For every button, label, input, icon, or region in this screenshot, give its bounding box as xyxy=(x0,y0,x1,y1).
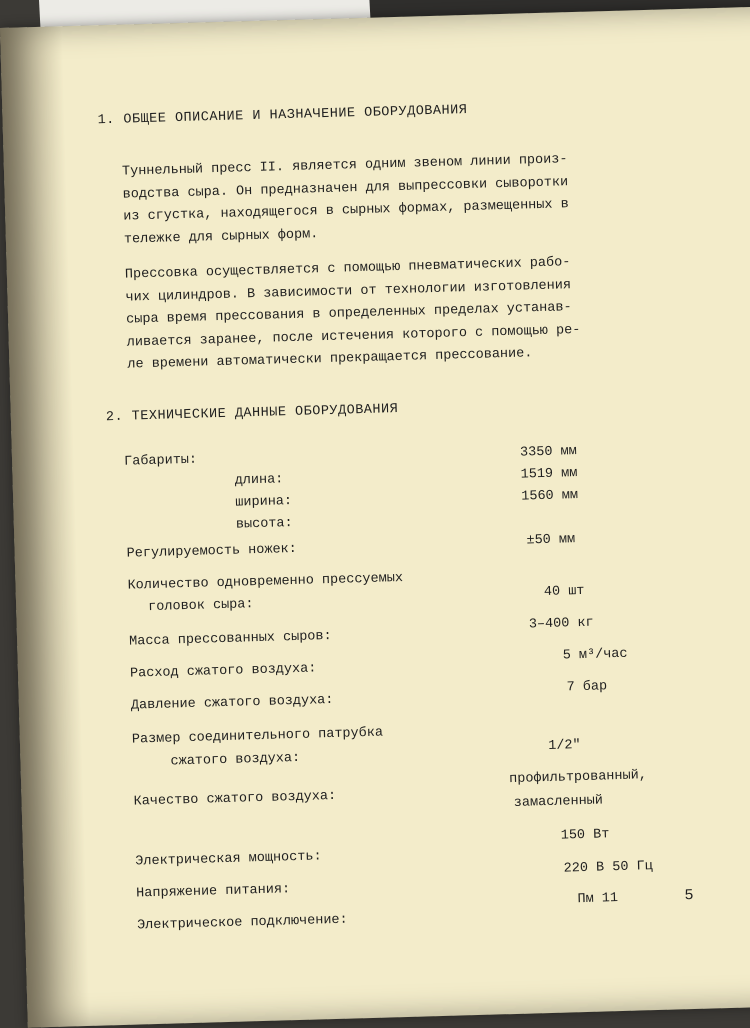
text-line: тележке для сырных форм. xyxy=(123,226,319,248)
section1-paragraph-1 xyxy=(122,148,624,252)
air-pressure-value: 7 бар xyxy=(566,679,608,696)
pipe-label-line-2: сжатого воздуха: xyxy=(170,750,301,770)
text-line: сыра время прессования в определенных пределах устанав- xyxy=(125,300,572,328)
connection-value: Пм 11 xyxy=(577,891,619,908)
connection-label: Электрическое подключение: xyxy=(136,912,348,934)
section2-heading: 2. ТЕХНИЧЕСКИЕ ДАННЫЕ ОБОРУДОВАНИЯ xyxy=(105,402,399,426)
dimensions-label: Габариты: xyxy=(123,452,198,470)
plus-minus-sign: ± xyxy=(526,533,535,549)
text-line: Туннельный пресс II. является одним звеном линии произ- xyxy=(121,152,568,180)
air-quality-value-line-1: профильтрованный, xyxy=(508,768,648,788)
section1-paragraph-2 xyxy=(125,251,628,377)
height-value: 1560 мм xyxy=(521,488,579,505)
text-line: ле времени автоматически прекращается прессование. xyxy=(127,346,533,373)
legs-value xyxy=(526,532,575,548)
document-page xyxy=(0,6,750,1027)
air-quality-value-line-2: замасленный xyxy=(513,793,604,811)
heads-label-line-1: Количество одновременно прессуемых xyxy=(127,570,404,594)
section1-heading: 1. ОБЩЕЕ ОПИСАНИЕ И НАЗНАЧЕНИЕ ОБОРУДОВАНИЯ xyxy=(97,102,468,129)
text-line: из сгустка, находящегося в сырных формах, размещенных в xyxy=(123,197,569,225)
page-number: 5 xyxy=(684,886,694,905)
text-line: Прессовка осуществляется с помощью пневматических рабо- xyxy=(124,255,571,283)
height-label: высота: xyxy=(235,516,293,533)
pipe-label-line-1: Размер соединительного патрубка xyxy=(131,725,384,748)
legs-value-number: 50 мм xyxy=(534,532,576,549)
air-pressure-label: Давление сжатого воздуха: xyxy=(130,692,334,714)
power-value: 150 Вт xyxy=(560,827,610,844)
voltage-label: Напряжение питания: xyxy=(136,882,291,902)
width-value: 1519 мм xyxy=(520,466,578,483)
power-label: Электрическая мощность: xyxy=(135,849,322,870)
air-flow-label: Расход сжатого воздуха: xyxy=(129,661,317,682)
legs-label: Регулируемость ножек: xyxy=(126,541,298,562)
air-flow-value: 5 м³/час xyxy=(562,646,628,664)
mass-label: Масса прессованных сыров: xyxy=(128,628,332,650)
length-label: длина: xyxy=(234,472,284,489)
page-binding-shadow xyxy=(0,26,90,1027)
length-value: 3350 мм xyxy=(519,444,577,461)
text-line: чих цилиндров. В зависимости от технологии изготовления xyxy=(125,277,572,306)
air-quality-label: Качество сжатого воздуха: xyxy=(133,788,337,810)
text-line: ливается заранее, после истечения которого с помощью ре- xyxy=(126,322,581,351)
mass-value: 3–400 кг xyxy=(528,615,594,633)
voltage-value: 220 В 50 Гц xyxy=(563,859,654,877)
text-line: водства сыра. Он предназначен для выпрессовки сыворотки xyxy=(122,174,569,203)
pipe-value: 1/2" xyxy=(548,738,581,754)
width-label: ширина: xyxy=(235,494,293,511)
heads-label-line-2: головок сыра: xyxy=(148,597,254,616)
heads-value: 40 шт xyxy=(543,583,585,601)
